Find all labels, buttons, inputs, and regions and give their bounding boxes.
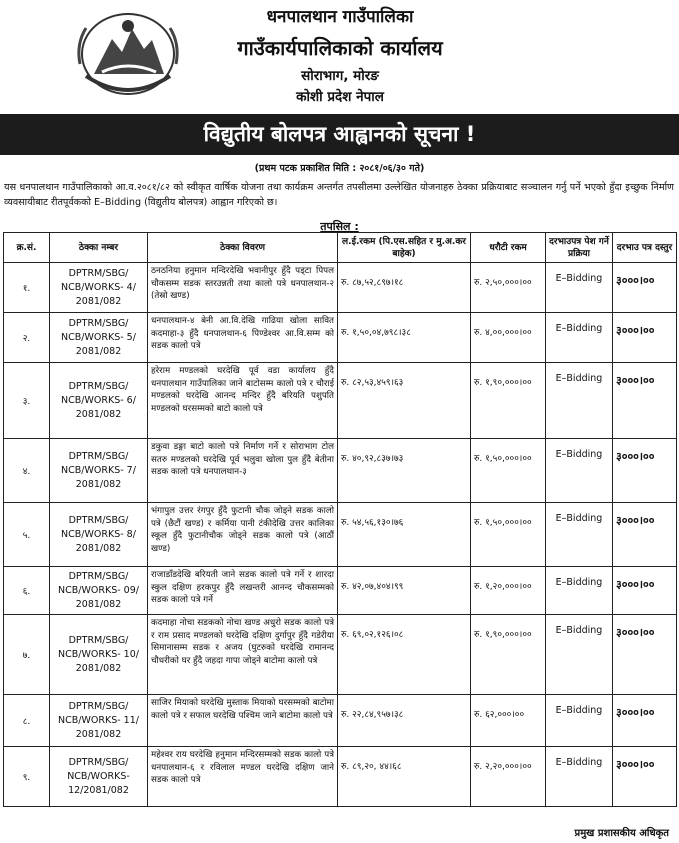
cell-contract-no: DPTRM/SBG/ NCB/WORKS- 6/ 2081/082 (50, 363, 148, 439)
table-row (4, 439, 677, 503)
cell-deposit: रु. ६२,०००।०० (471, 695, 546, 747)
cell-procedure: E–Bidding (546, 695, 613, 747)
cell-procedure: E–Bidding (546, 263, 613, 313)
cell-estimate: रु. ६९,०२,१२६।०८ (338, 615, 471, 695)
cell-estimate: रु. ८७,५२,८९७।१८ (338, 263, 471, 313)
cell-fee: ३०००।०० (613, 503, 677, 567)
tender-table (3, 232, 677, 807)
cell-sn: ५. (4, 503, 50, 567)
col-header-description: ठेक्का विवरण (148, 233, 338, 263)
col-header-fee: दरभाउ पत्र दस्तुर (613, 233, 677, 263)
intro-paragraph: यस धनपालथान गाउँपालिकाको आ.व.२०८१/८२ को स्वीकृत वार्षिक योजना तथा कार्यक्रम अन्तर्गत तपसीलमा उल्लेखित योजनाहरु ठेक्का प्रक्रियाबाट सञ्चालन गर्नु पर्ने भएको हुँदा इच्छुक निर्माण व्यवसायीबाट रीतपूर्वकको E–Bidding (विद्युतीय बोलपत्र) आह्वान गरिएको छ। (4, 182, 674, 208)
details-label: तपसिल : (320, 220, 359, 233)
office-location: सोराभाग, मोरङ (301, 68, 379, 84)
cell-deposit: रु. २,५०,०००।०० (471, 263, 546, 313)
cell-estimate: रु. ५४,५६,१३०।७६ (338, 503, 471, 567)
col-header-estimate: ल.ई.रकम (पि.एस.सहित र मु.अ.कर बाहेक) (338, 233, 471, 263)
cell-estimate: रु. १,५०,०४,७९८।३८ (338, 313, 471, 363)
cell-description: साजिर मियाको घरदेखि मुस्ताक मियाको घरसम्मको बाटोमा कालो पत्रे र सफाल घरदेखि पश्चिम जाने बाटोमा कालो पत्रे (148, 695, 338, 747)
cell-estimate: रु. ८९,२०, ४४।६८ (338, 747, 471, 807)
cell-deposit: रु. १,९०,०००।०० (471, 615, 546, 695)
signatory: प्रमुख प्रशासकीय अधिकृत (574, 828, 669, 839)
cell-deposit: रु. १,२०,०००।०० (471, 567, 546, 615)
nepal-emblem-icon (72, 4, 184, 100)
cell-deposit: रु. १,९०,०००।०० (471, 363, 546, 439)
col-header-sn: क्र.सं. (4, 233, 50, 263)
cell-sn: ४. (4, 439, 50, 503)
col-header-contract-no: ठेक्का नम्बर (50, 233, 148, 263)
cell-description: महेश्वर राय घरदेखि हनुमान मन्दिरसम्मको सडक कालो पत्रे धनपालथान-६ र रविलाल मण्डल घरदेखि दक्षिण जाने सडक कालो पत्रे (148, 747, 338, 807)
col-header-procedure: दरभाउपत्र पेश गर्ने प्रक्रिया (546, 233, 613, 263)
cell-contract-no: DPTRM/SBG/ NCB/WORKS- 10/ 2081/082 (50, 615, 148, 695)
table-row (4, 313, 677, 363)
cell-fee: ३०००।०० (613, 695, 677, 747)
cell-fee: ३०००।०० (613, 313, 677, 363)
table-row (4, 695, 677, 747)
cell-fee: ३०००।०० (613, 263, 677, 313)
cell-procedure: E–Bidding (546, 363, 613, 439)
cell-fee: ३०००।०० (613, 439, 677, 503)
cell-contract-no: DPTRM/SBG/ NCB/WORKS- 5/ 2081/082 (50, 313, 148, 363)
cell-fee: ३०००।०० (613, 567, 677, 615)
cell-description: डकुवा डङ्गा बाटो कालो पत्रे निर्माण गर्ने र सोराभाग टोल सतरु मण्डलको घरदेखि पूर्व भलुवा खोला पुल हुँदै बेतीना सडक कालो पत्रे धनपालथान-३ (148, 439, 338, 503)
cell-contract-no: DPTRM/SBG/ NCB/WORKS- 09/ 2081/082 (50, 567, 148, 615)
cell-sn: २. (4, 313, 50, 363)
cell-deposit: रु. १,५०,०००।०० (471, 503, 546, 567)
cell-contract-no: DPTRM/SBG/ NCB/WORKS- 8/ 2081/082 (50, 503, 148, 567)
cell-contract-no: DPTRM/SBG/ NCB/WORKS- 11/ 2081/082 (50, 695, 148, 747)
publication-date: (प्रथम पटक प्रकाशित मिति : २०८१/०६/३० गते) (254, 163, 425, 174)
cell-contract-no: DPTRM/SBG/ NCB/WORKS- 7/ 2081/082 (50, 439, 148, 503)
cell-contract-no: DPTRM/SBG/ NCB/WORKS- 4/ 2081/082 (50, 263, 148, 313)
cell-description: राजाडाँडदेखि बरियती जाने सडक कालो पत्रे गर्ने र शारदा स्कुल दक्षिण हरकपुर हुँदै लखन्तरी आनन्द चौकसम्मको सडक कालो पत्रे गर्ने (148, 567, 338, 615)
cell-deposit: रु. १,५०,०००।०० (471, 439, 546, 503)
cell-sn: ८. (4, 695, 50, 747)
cell-sn: ३. (4, 363, 50, 439)
table-row (4, 363, 677, 439)
cell-estimate: रु. ४२,०७,४०४।९९ (338, 567, 471, 615)
letterhead (0, 0, 679, 112)
col-header-deposit: धरौटी रकम (471, 233, 546, 263)
cell-description: ठनठनिया हनुमान मन्दिरदेखि भवानीपुर हुँदै पड्टा पिपल चौकसम्म सडक स्तरउन्नती तथा कालो पत्रे धनपालथान-२ (तेस्रो खण्ड) (148, 263, 338, 313)
cell-contract-no: DPTRM/SBG/ NCB/WORKS- 12/2081/082 (50, 747, 148, 807)
notice-title: विद्युतीय बोलपत्र आह्वानको सूचना ! (0, 114, 679, 155)
cell-estimate: रु. ४०,९२,८३७।७३ (338, 439, 471, 503)
cell-estimate: रु. २२,८४,९५७।३८ (338, 695, 471, 747)
cell-sn: १. (4, 263, 50, 313)
cell-procedure: E–Bidding (546, 747, 613, 807)
cell-procedure: E–Bidding (546, 313, 613, 363)
cell-description: हरेराम मण्डलको घरदेखि पूर्व वडा कार्यालय हुँदै धनपालथान गाउँपालिका जाने बाटोसम्म कालो पत्रे र चौराई मण्डलको घरदेखि आनन्द मन्दिर हुँदै बरियति पशुपति मण्डलको घरसम्मको बाटो कालो पत्रे (148, 363, 338, 439)
cell-description: भंगापुल उत्तर रंगपुर हुँदै फुटानी चौक जोड्ने सडक कालो पत्रे (छैटौं खण्ड) र कर्मिया पानी टंकीदेखि उत्तर कालिका स्कूल हुँदै फुटानीचौक जोड्ने सडक कालो पत्रे (आठौं खण्ड) (148, 503, 338, 567)
cell-fee: ३०००।०० (613, 747, 677, 807)
table-row (4, 567, 677, 615)
table-row (4, 747, 677, 807)
province-name: कोशी प्रदेश नेपाल (296, 89, 384, 105)
table-row (4, 615, 677, 695)
office-name: गाउँकार्यपालिकाको कार्यालय (237, 36, 443, 60)
municipality-name: धनपालथान गाउँपालिका (266, 7, 414, 27)
cell-procedure: E–Bidding (546, 503, 613, 567)
cell-deposit: रु. ४,००,०००।०० (471, 313, 546, 363)
table-row (4, 263, 677, 313)
cell-estimate: रु. ८२,५३,४५९।६३ (338, 363, 471, 439)
cell-description: धनपालथान-४ बेनी आ.वि.देखि गाढिया खोला सावित कदमाहा-३ हुँदै धनपालथान-६ पिण्डेश्वर आ.वि.सम्म को सडक कालो पत्रे (148, 313, 338, 363)
cell-fee: ३०००।०० (613, 615, 677, 695)
cell-sn: ६. (4, 567, 50, 615)
cell-description: कदमाहा नोचा सडकको नोचा खण्ड अधुरो सडक कालो पत्रे र राम प्रसाद मण्डलको घरदेखि दक्षिण दुर्गापुर हुँदै गडेरीया सिमानासम्म सडक र अजय (घुटरुको घरदेखि रामानन्द चौधरीको घर हुँदै जहदा गापा जोड्ने बाटोमा कालो पत्रे (148, 615, 338, 695)
cell-procedure: E–Bidding (546, 439, 613, 503)
cell-sn: ९. (4, 747, 50, 807)
cell-procedure: E–Bidding (546, 567, 613, 615)
cell-procedure: E–Bidding (546, 615, 613, 695)
cell-fee: ३०००।०० (613, 363, 677, 439)
table-header-row (4, 233, 677, 263)
table-row (4, 503, 677, 567)
cell-sn: ७. (4, 615, 50, 695)
cell-deposit: रु. २,२०,०००।०० (471, 747, 546, 807)
